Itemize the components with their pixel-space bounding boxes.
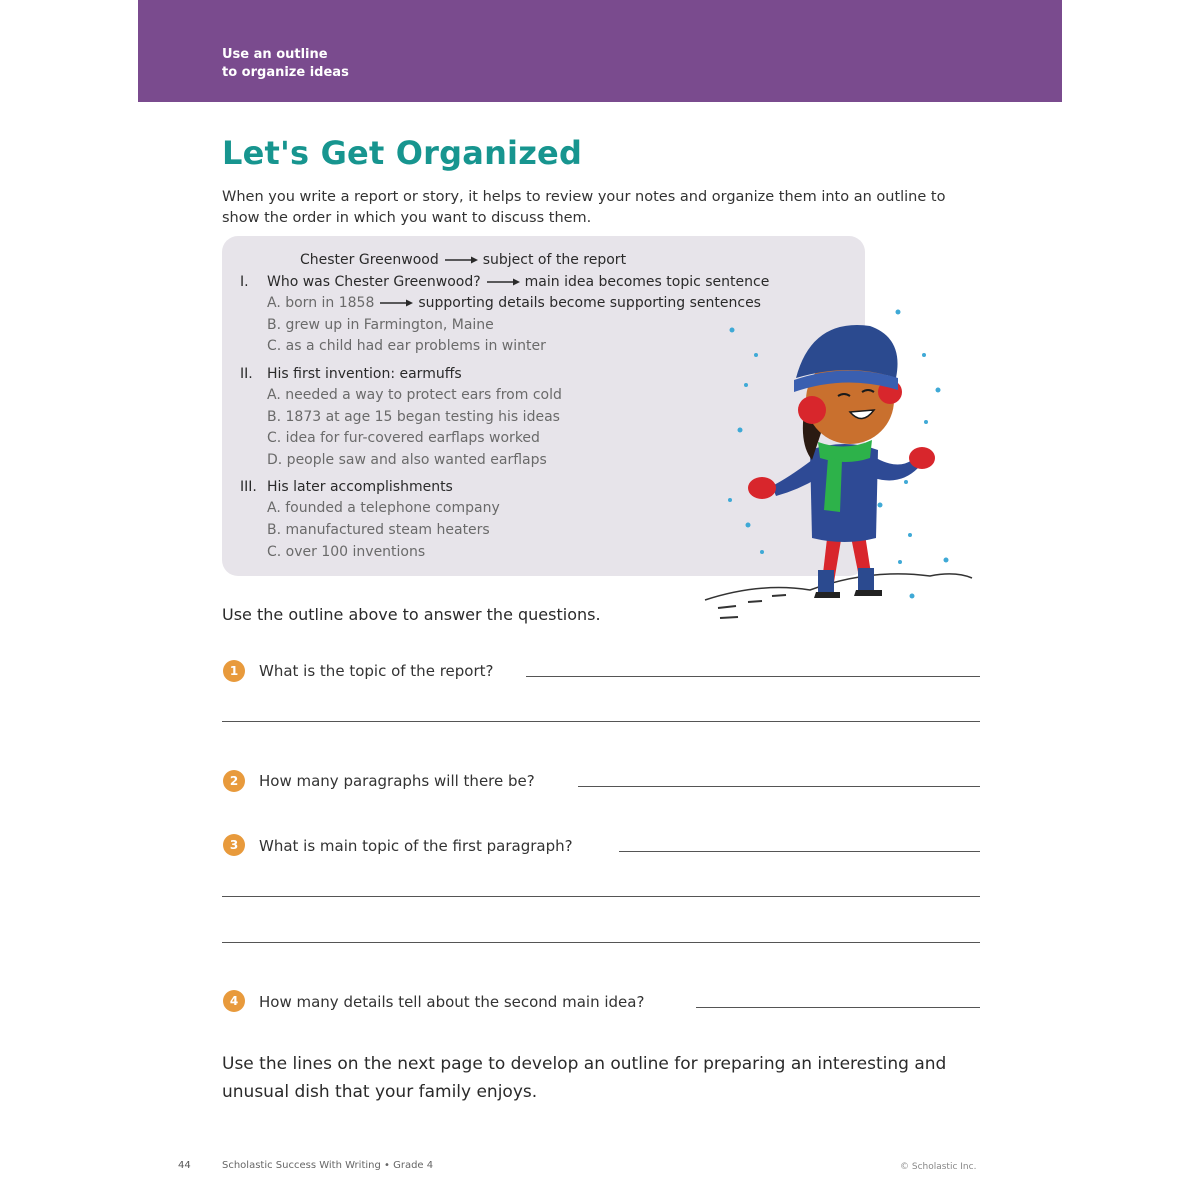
- answer-line-3c[interactable]: [222, 942, 980, 943]
- outline-subject: [300, 251, 626, 269]
- answer-line-2[interactable]: [578, 786, 980, 787]
- arrow-icon: [485, 277, 521, 287]
- outline-subject-text: Chester Greenwood: [300, 252, 439, 268]
- outline-section-2-numeral: II.: [240, 366, 253, 382]
- question-number-badge: 1: [223, 660, 245, 682]
- copyright: © Scholastic Inc.: [900, 1162, 977, 1172]
- answer-line-3a[interactable]: [619, 851, 980, 852]
- arrow-icon: [378, 298, 414, 308]
- outline-item: B. grew up in Farmington, Maine: [267, 317, 494, 333]
- outline-item: C. as a child had ear problems in winter: [267, 338, 546, 354]
- header-label-line2: to organize ideas: [222, 65, 349, 80]
- arrow-icon: [443, 255, 479, 265]
- outline-item: D. people saw and also wanted earflaps: [267, 452, 547, 468]
- question-1-text: What is the topic of the report?: [259, 662, 494, 680]
- outline-subject-note: subject of the report: [482, 252, 627, 268]
- question-4-text: How many details tell about the second main idea?: [259, 993, 645, 1011]
- winter-child-illustration: [700, 300, 980, 620]
- outline-item-text: A. born in 1858: [267, 295, 375, 311]
- outline-section-1-note: main idea becomes topic sentence: [524, 274, 770, 290]
- book-title: Scholastic Success With Writing • Grade 4: [222, 1160, 434, 1171]
- outline-item: B. manufactured steam heaters: [267, 522, 490, 538]
- answer-line-1a[interactable]: [526, 676, 980, 677]
- instructions: Use the outline above to answer the questions.: [222, 605, 601, 624]
- intro-paragraph: When you write a report or story, it helps to review your notes and organize them into an outline to show the order in which you want to discuss them.: [222, 189, 946, 226]
- outline-item: C. over 100 inventions: [267, 544, 426, 560]
- page-title: Let's Get Organized: [222, 134, 583, 172]
- question-number-badge: 2: [223, 770, 245, 792]
- outline-section-1-heading: [267, 273, 769, 291]
- outline-item: C. idea for fur-covered earflaps worked: [267, 430, 540, 446]
- answer-line-1b[interactable]: [222, 721, 980, 722]
- question-2-text: How many paragraphs will there be?: [259, 772, 535, 790]
- question-number-badge: 4: [223, 990, 245, 1012]
- outline-section-3-numeral: III.: [240, 479, 257, 495]
- question-number-badge: 3: [223, 834, 245, 856]
- question-3-text: What is main topic of the first paragraph?: [259, 837, 573, 855]
- header-label-line1: Use an outline: [222, 47, 328, 62]
- outline-item: A. needed a way to protect ears from cold: [267, 387, 562, 403]
- header-label: [222, 46, 422, 82]
- closing-instructions: Use the lines on the next page to develop an outline for preparing an interesting and unusual dish that your family enjoys.: [222, 1054, 947, 1102]
- outline-item-note: supporting details become supporting sentences: [418, 295, 761, 311]
- outline-section-2-heading: His first invention: earmuffs: [267, 366, 462, 382]
- answer-line-4[interactable]: [696, 1007, 980, 1008]
- answer-line-3b[interactable]: [222, 896, 980, 897]
- outline-item: B. 1873 at age 15 began testing his ideas: [267, 409, 560, 425]
- page-number: 44: [178, 1160, 191, 1171]
- outline-section-3-heading: His later accomplishments: [267, 479, 453, 495]
- outline-section-1-heading-text: Who was Chester Greenwood?: [267, 274, 481, 290]
- outline-section-1-numeral: I.: [240, 274, 249, 290]
- outline-item: A. founded a telephone company: [267, 500, 500, 516]
- outline-item: [267, 294, 761, 312]
